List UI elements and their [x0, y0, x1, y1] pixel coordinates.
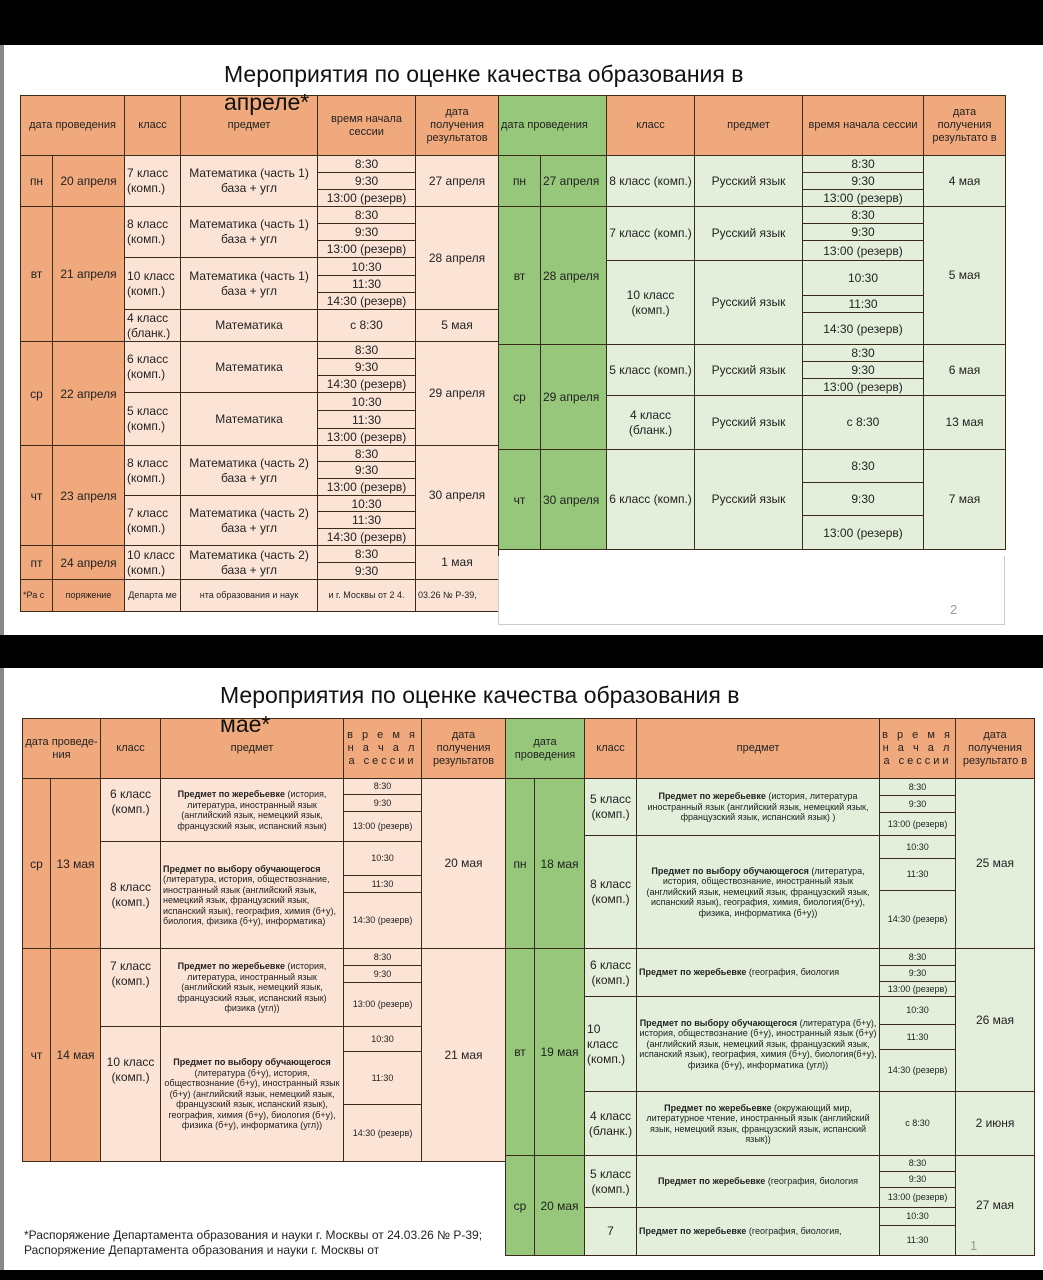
header-time: в р е м я н а ч а л а сессии: [344, 719, 422, 779]
subject-bold: Предмет по жеребьевке: [664, 1102, 772, 1113]
class-cell: 5 класс (комп.): [125, 393, 181, 446]
time-cell: 13:00 (резерв): [803, 516, 924, 550]
time-cell: 10:30: [344, 842, 422, 876]
subject-cell: Русский язык: [695, 261, 803, 345]
time-cell: 13:00 (резерв): [318, 241, 416, 258]
subject-cell: [637, 779, 880, 836]
time-cell: 9:30: [318, 173, 416, 190]
subject-bold: Предмет по жеребьевке: [657, 1176, 766, 1187]
time-cell: 10:30: [318, 258, 416, 276]
time-cell: 14:30 (резерв): [344, 893, 422, 949]
day-of-week: пн: [21, 156, 53, 207]
time-cell: 8:30: [318, 156, 416, 173]
class-cell: 5 класс (комп.): [585, 1156, 637, 1208]
subject-bold: Предмет по жеребьевке: [639, 1226, 747, 1237]
result-date: 7 мая: [924, 450, 1006, 550]
class-cell: 7 класс (комп.): [125, 496, 181, 546]
footnote-fragment: и г. Москвы от 2 4.: [318, 580, 416, 612]
event-date: 19 мая: [535, 949, 585, 1156]
subject-rest: (литература (б+у), история, обществознание (б+у), иностранный язык (б+у) (английский язык, немецкий язык, французский язык, испанский язык), география, химия (б+у), биология (б+у), физика (б+у), информатика (угл)): [164, 1067, 340, 1131]
event-date: 13 мая: [51, 779, 101, 949]
time-cell: с 8:30: [803, 396, 924, 450]
time-cell: 13:00 (резерв): [880, 982, 956, 997]
day-of-week: ср: [21, 342, 53, 446]
event-date: 27 апреля: [541, 156, 607, 207]
time-cell: 10:30: [880, 997, 956, 1025]
subject-cell: [637, 836, 880, 949]
slide-title: Мероприятия по оценке качества образования в: [224, 61, 744, 87]
slide-title-cont: апреле*: [224, 89, 310, 115]
slide-title: Мероприятия по оценке качества образования в: [220, 682, 740, 708]
subject-cell: [161, 949, 344, 1027]
time-cell: 10:30: [880, 836, 956, 859]
header-class: класс: [585, 719, 637, 779]
header-subject: предмет: [695, 96, 803, 156]
class-cell: 7 класс (комп.): [607, 207, 695, 261]
header-result: дата получения результатов: [416, 96, 499, 156]
time-cell: 14:30 (резерв): [344, 1105, 422, 1162]
subject-cell: Русский язык: [695, 345, 803, 396]
subject-rest: (география, биология,: [746, 1226, 842, 1237]
header-date: дата проведения: [499, 96, 607, 156]
footnote-fragment: 03.26 № Р-39,: [416, 580, 499, 612]
april-left-table: [20, 95, 499, 612]
result-date: 27 мая: [956, 1156, 1035, 1256]
event-date: 30 апреля: [541, 450, 607, 550]
time-cell: 14:30 (резерв): [880, 891, 956, 949]
subject-cell: [637, 1092, 880, 1156]
subject-cell: Математика: [181, 342, 318, 393]
time-cell: 10:30: [318, 393, 416, 411]
subject-rest: (история, литература, иностранный язык (английский язык, немецкий язык, французский язык, испанский язык) физика (угл)): [177, 961, 327, 1014]
subject-bold: Предмет по выбору обучающегося: [173, 1057, 331, 1068]
footnote-fragment: Департа ме: [125, 580, 181, 612]
class-cell: 8 класс (комп.): [585, 836, 637, 949]
slide-edge: [0, 45, 4, 635]
subject-rest: (география, биология: [765, 1176, 859, 1187]
class-cell: 7 класс (комп.): [101, 949, 161, 1027]
time-cell: 13:00 (резерв): [318, 429, 416, 446]
header-subject: предмет: [161, 719, 344, 779]
subject-cell: [637, 997, 880, 1092]
class-cell: 8 класс (комп.): [101, 842, 161, 949]
time-cell: с 8:30: [880, 1092, 956, 1156]
time-cell: 10:30: [318, 496, 416, 512]
class-cell: 10 класс (комп.): [607, 261, 695, 345]
time-cell: 11:30: [318, 512, 416, 529]
header-time: время начала сессии: [318, 96, 416, 156]
subject-cell: Русский язык: [695, 207, 803, 261]
class-cell: 10 класс (комп.): [585, 997, 637, 1092]
april-right-table: [498, 95, 1006, 550]
time-cell: 11:30: [880, 859, 956, 891]
time-cell: 8:30: [318, 546, 416, 563]
time-cell: 13:00 (резерв): [318, 479, 416, 496]
time-cell: 13:00 (резерв): [318, 190, 416, 207]
subject-cell: [637, 1156, 880, 1208]
slide-edge: [0, 668, 4, 1270]
class-cell: 10 класс (комп.): [101, 1027, 161, 1162]
class-cell: 6 класс (комп.): [125, 342, 181, 393]
may-right-table: [505, 718, 1035, 1256]
class-cell: 7: [585, 1208, 637, 1256]
time-cell: 9:30: [318, 359, 416, 376]
time-cell: 11:30: [344, 1052, 422, 1105]
class-cell: 4 класс (бланк.): [585, 1092, 637, 1156]
time-cell: 9:30: [880, 966, 956, 982]
subject-cell: Математика (часть 2) база + угл: [181, 496, 318, 546]
class-cell: 5 класс (комп.): [585, 779, 637, 836]
subject-rest: (история, литература иностранный язык (английский язык, немецкий язык, французский язык, испанский язык) ): [647, 791, 869, 823]
time-cell: 9:30: [880, 796, 956, 813]
time-cell: 8:30: [318, 342, 416, 359]
subject-rest: (история, литература, иностранный язык (английский язык, немецкий язык, французский язык, испанский язык): [177, 789, 327, 831]
time-cell: 11:30: [803, 296, 924, 313]
day-of-week: чт: [499, 450, 541, 550]
time-cell: 8:30: [803, 207, 924, 224]
subject-cell: [637, 949, 880, 997]
time-cell: 13:00 (резерв): [344, 812, 422, 842]
result-date: 25 мая: [956, 779, 1035, 949]
time-cell: 9:30: [803, 224, 924, 241]
time-cell: 8:30: [344, 949, 422, 966]
time-cell: 11:30: [880, 1226, 956, 1256]
class-cell: 5 класс (комп.): [607, 345, 695, 396]
footnote-fragment: поряжение: [53, 580, 125, 612]
subject-bold: Предмет по жеребьевке: [639, 967, 747, 978]
header-date: дата проведе- ния: [23, 719, 101, 779]
event-date: 24 апреля: [53, 546, 125, 580]
time-cell: с 8:30: [318, 310, 416, 342]
subject-bold: Предмет по жеребьевке: [658, 791, 766, 802]
result-date: 4 мая: [924, 156, 1006, 207]
class-cell: 4 класс (бланк.): [607, 396, 695, 450]
result-date: 26 мая: [956, 949, 1035, 1092]
subject-cell: [161, 1027, 344, 1162]
time-cell: 8:30: [803, 450, 924, 483]
result-date: 20 мая: [422, 779, 506, 949]
subject-bold: Предмет по выбору обучающегося: [651, 865, 809, 876]
class-cell: 10 класс (комп.): [125, 546, 181, 580]
header-class: класс: [101, 719, 161, 779]
day-of-week: ср: [499, 345, 541, 450]
header-time: время начала сессии: [803, 96, 924, 156]
time-cell: 13:00 (резерв): [803, 379, 924, 396]
event-date: 21 апреля: [53, 207, 125, 342]
subject-cell: [161, 779, 344, 842]
day-of-week: чт: [23, 949, 51, 1162]
subject-rest: (окружающий мир, литературное чтение, иностранный язык (английский язык, немецкий язык, французский язык, испанский язык)): [646, 1102, 870, 1144]
day-of-week: ср: [23, 779, 51, 949]
event-date: 20 апреля: [53, 156, 125, 207]
slide-may: [0, 668, 1043, 1270]
subject-cell: [637, 1208, 880, 1256]
day-of-week: пн: [499, 156, 541, 207]
result-date: 5 мая: [924, 207, 1006, 345]
time-cell: 8:30: [344, 779, 422, 795]
class-cell: 6 класс (комп.): [101, 779, 161, 842]
time-cell: 9:30: [803, 483, 924, 516]
time-cell: 14:30 (резерв): [318, 376, 416, 393]
header-subject: предмет: [181, 96, 318, 156]
page-number: 1: [970, 1238, 978, 1253]
footnote-fragment: *Ра с: [21, 580, 53, 612]
time-cell: 14:30 (резерв): [880, 1050, 956, 1092]
empty-area: [498, 556, 1005, 625]
footnote-fragment: нта образования и наук: [181, 580, 318, 612]
result-date: 27 апреля: [416, 156, 499, 207]
subject-cell: Математика (часть 2) база + угл: [181, 546, 318, 580]
class-cell: 10 класс (комп.): [125, 258, 181, 310]
time-cell: 9:30: [344, 795, 422, 812]
result-date: 29 апреля: [416, 342, 499, 446]
time-cell: 10:30: [803, 261, 924, 296]
subject-cell: Математика (часть 1) база + угл: [181, 207, 318, 258]
time-cell: 8:30: [880, 949, 956, 966]
event-date: 29 апреля: [541, 345, 607, 450]
result-date: 28 апреля: [416, 207, 499, 310]
subject-bold: Предмет по жеребьевке: [177, 789, 285, 799]
time-cell: 13:00 (резерв): [880, 813, 956, 836]
result-date: 30 апреля: [416, 446, 499, 546]
class-cell: 4 класс (бланк.): [125, 310, 181, 342]
subject-bold: Предмет по жеребьевке: [177, 961, 285, 972]
time-cell: 10:30: [344, 1027, 422, 1052]
day-of-week: пн: [506, 779, 535, 949]
class-cell: 6 класс (комп.): [585, 949, 637, 997]
may-left-table: [22, 718, 506, 1162]
header-class: класс: [125, 96, 181, 156]
header-result: дата получения результато в: [924, 96, 1006, 156]
day-of-week: чт: [21, 446, 53, 546]
slide-title-cont: мае*: [220, 711, 271, 737]
time-cell: 9:30: [318, 224, 416, 241]
time-cell: 8:30: [803, 345, 924, 362]
header-result: дата получения результатов: [422, 719, 506, 779]
subject-cell: Математика (часть 1) база + угл: [181, 258, 318, 310]
event-date: 20 мая: [535, 1156, 585, 1256]
result-date: 1 мая: [416, 546, 499, 580]
subject-rest: (литература (б+у), история, обществознание (б+у), иностранный язык (б+у) (английский язык, немецкий язык, французский язык, испанский язык), география, химия (б+у), биология(б+у), физика (б+у), информатика (угл)): [639, 1017, 877, 1070]
day-of-week: вт: [21, 207, 53, 342]
time-cell: 10:30: [880, 1208, 956, 1226]
event-date: 23 апреля: [53, 446, 125, 546]
time-cell: 14:30 (резерв): [318, 293, 416, 310]
time-cell: 14:30 (резерв): [803, 313, 924, 345]
time-cell: 8:30: [880, 779, 956, 796]
header-class: класс: [607, 96, 695, 156]
result-date: 5 мая: [416, 310, 499, 342]
day-of-week: вт: [506, 949, 535, 1156]
header-date: дата проведения: [506, 719, 585, 779]
time-cell: 9:30: [344, 966, 422, 983]
time-cell: 11:30: [344, 876, 422, 893]
result-date: 13 мая: [924, 396, 1006, 450]
time-cell: 11:30: [318, 276, 416, 293]
subject-bold: Предмет по выбору обучающегося: [163, 863, 321, 874]
time-cell: 9:30: [318, 563, 416, 580]
subject-cell: Русский язык: [695, 156, 803, 207]
subject-cell: Математика: [181, 310, 318, 342]
class-cell: 8 класс (комп.): [607, 156, 695, 207]
subject-cell: Русский язык: [695, 450, 803, 550]
class-cell: 8 класс (комп.): [125, 446, 181, 496]
header-result: дата получения результато в: [956, 719, 1035, 779]
time-cell: 13:00 (резерв): [344, 983, 422, 1027]
time-cell: 13:00 (резерв): [880, 1188, 956, 1208]
event-date: 14 мая: [51, 949, 101, 1162]
header-date: дата проведения: [21, 96, 125, 156]
day-of-week: вт: [499, 207, 541, 345]
result-date: 6 мая: [924, 345, 1006, 396]
subject-cell: [161, 842, 344, 949]
time-cell: 9:30: [880, 1172, 956, 1188]
event-date: 18 мая: [535, 779, 585, 949]
subject-cell: Математика (часть 2) база + угл: [181, 446, 318, 496]
subject-bold: Предмет по выбору обучающегося: [639, 1017, 798, 1028]
result-date: 21 мая: [422, 949, 506, 1162]
time-cell: 9:30: [318, 462, 416, 479]
class-cell: 6 класс (комп.): [607, 450, 695, 550]
header-time: в р е м я н а ч а л а сессии: [880, 719, 956, 779]
result-date: 2 июня: [956, 1092, 1035, 1156]
page-number: 2: [950, 602, 958, 617]
slide-april: [0, 45, 1043, 635]
class-cell: 8 класс (комп.): [125, 207, 181, 258]
day-of-week: ср: [506, 1156, 535, 1256]
subject-rest: (география, биология: [746, 967, 840, 978]
day-of-week: пт: [21, 546, 53, 580]
time-cell: 13:00 (резерв): [803, 190, 924, 207]
event-date: 22 апреля: [53, 342, 125, 446]
time-cell: 9:30: [803, 173, 924, 190]
class-cell: 7 класс (комп.): [125, 156, 181, 207]
subject-rest: (литература, история, обществознание, иностранный язык (английский язык, немецкий язык, французский язык, испанский язык), география, химия, биология(б+у), физика, информатика (б+у)): [646, 865, 870, 918]
header-subject: предмет: [637, 719, 880, 779]
time-cell: 11:30: [880, 1025, 956, 1050]
time-cell: 8:30: [880, 1156, 956, 1172]
time-cell: 9:30: [803, 362, 924, 379]
time-cell: 8:30: [318, 446, 416, 462]
subject-cell: Русский язык: [695, 396, 803, 450]
subject-cell: Математика (часть 1) база + угл: [181, 156, 318, 207]
subject-rest: (литература, история, обществознание, иностранный язык (английский язык, немецкий язык, французский язык, испанский язык), география, химия (б+у), биология, физика (б+у), информатика): [163, 874, 337, 926]
time-cell: 11:30: [318, 411, 416, 429]
time-cell: 14:30 (резерв): [318, 529, 416, 546]
time-cell: 8:30: [318, 207, 416, 224]
time-cell: 8:30: [803, 156, 924, 173]
time-cell: 13:00 (резерв): [803, 241, 924, 261]
footnote: *Распоряжение Департамента образования и науки г. Москвы от 24.03.26 № Р-39; Распоряжение Департамента образования и науки г. Москвы от: [24, 1228, 483, 1257]
event-date: 28 апреля: [541, 207, 607, 345]
subject-cell: Математика: [181, 393, 318, 446]
